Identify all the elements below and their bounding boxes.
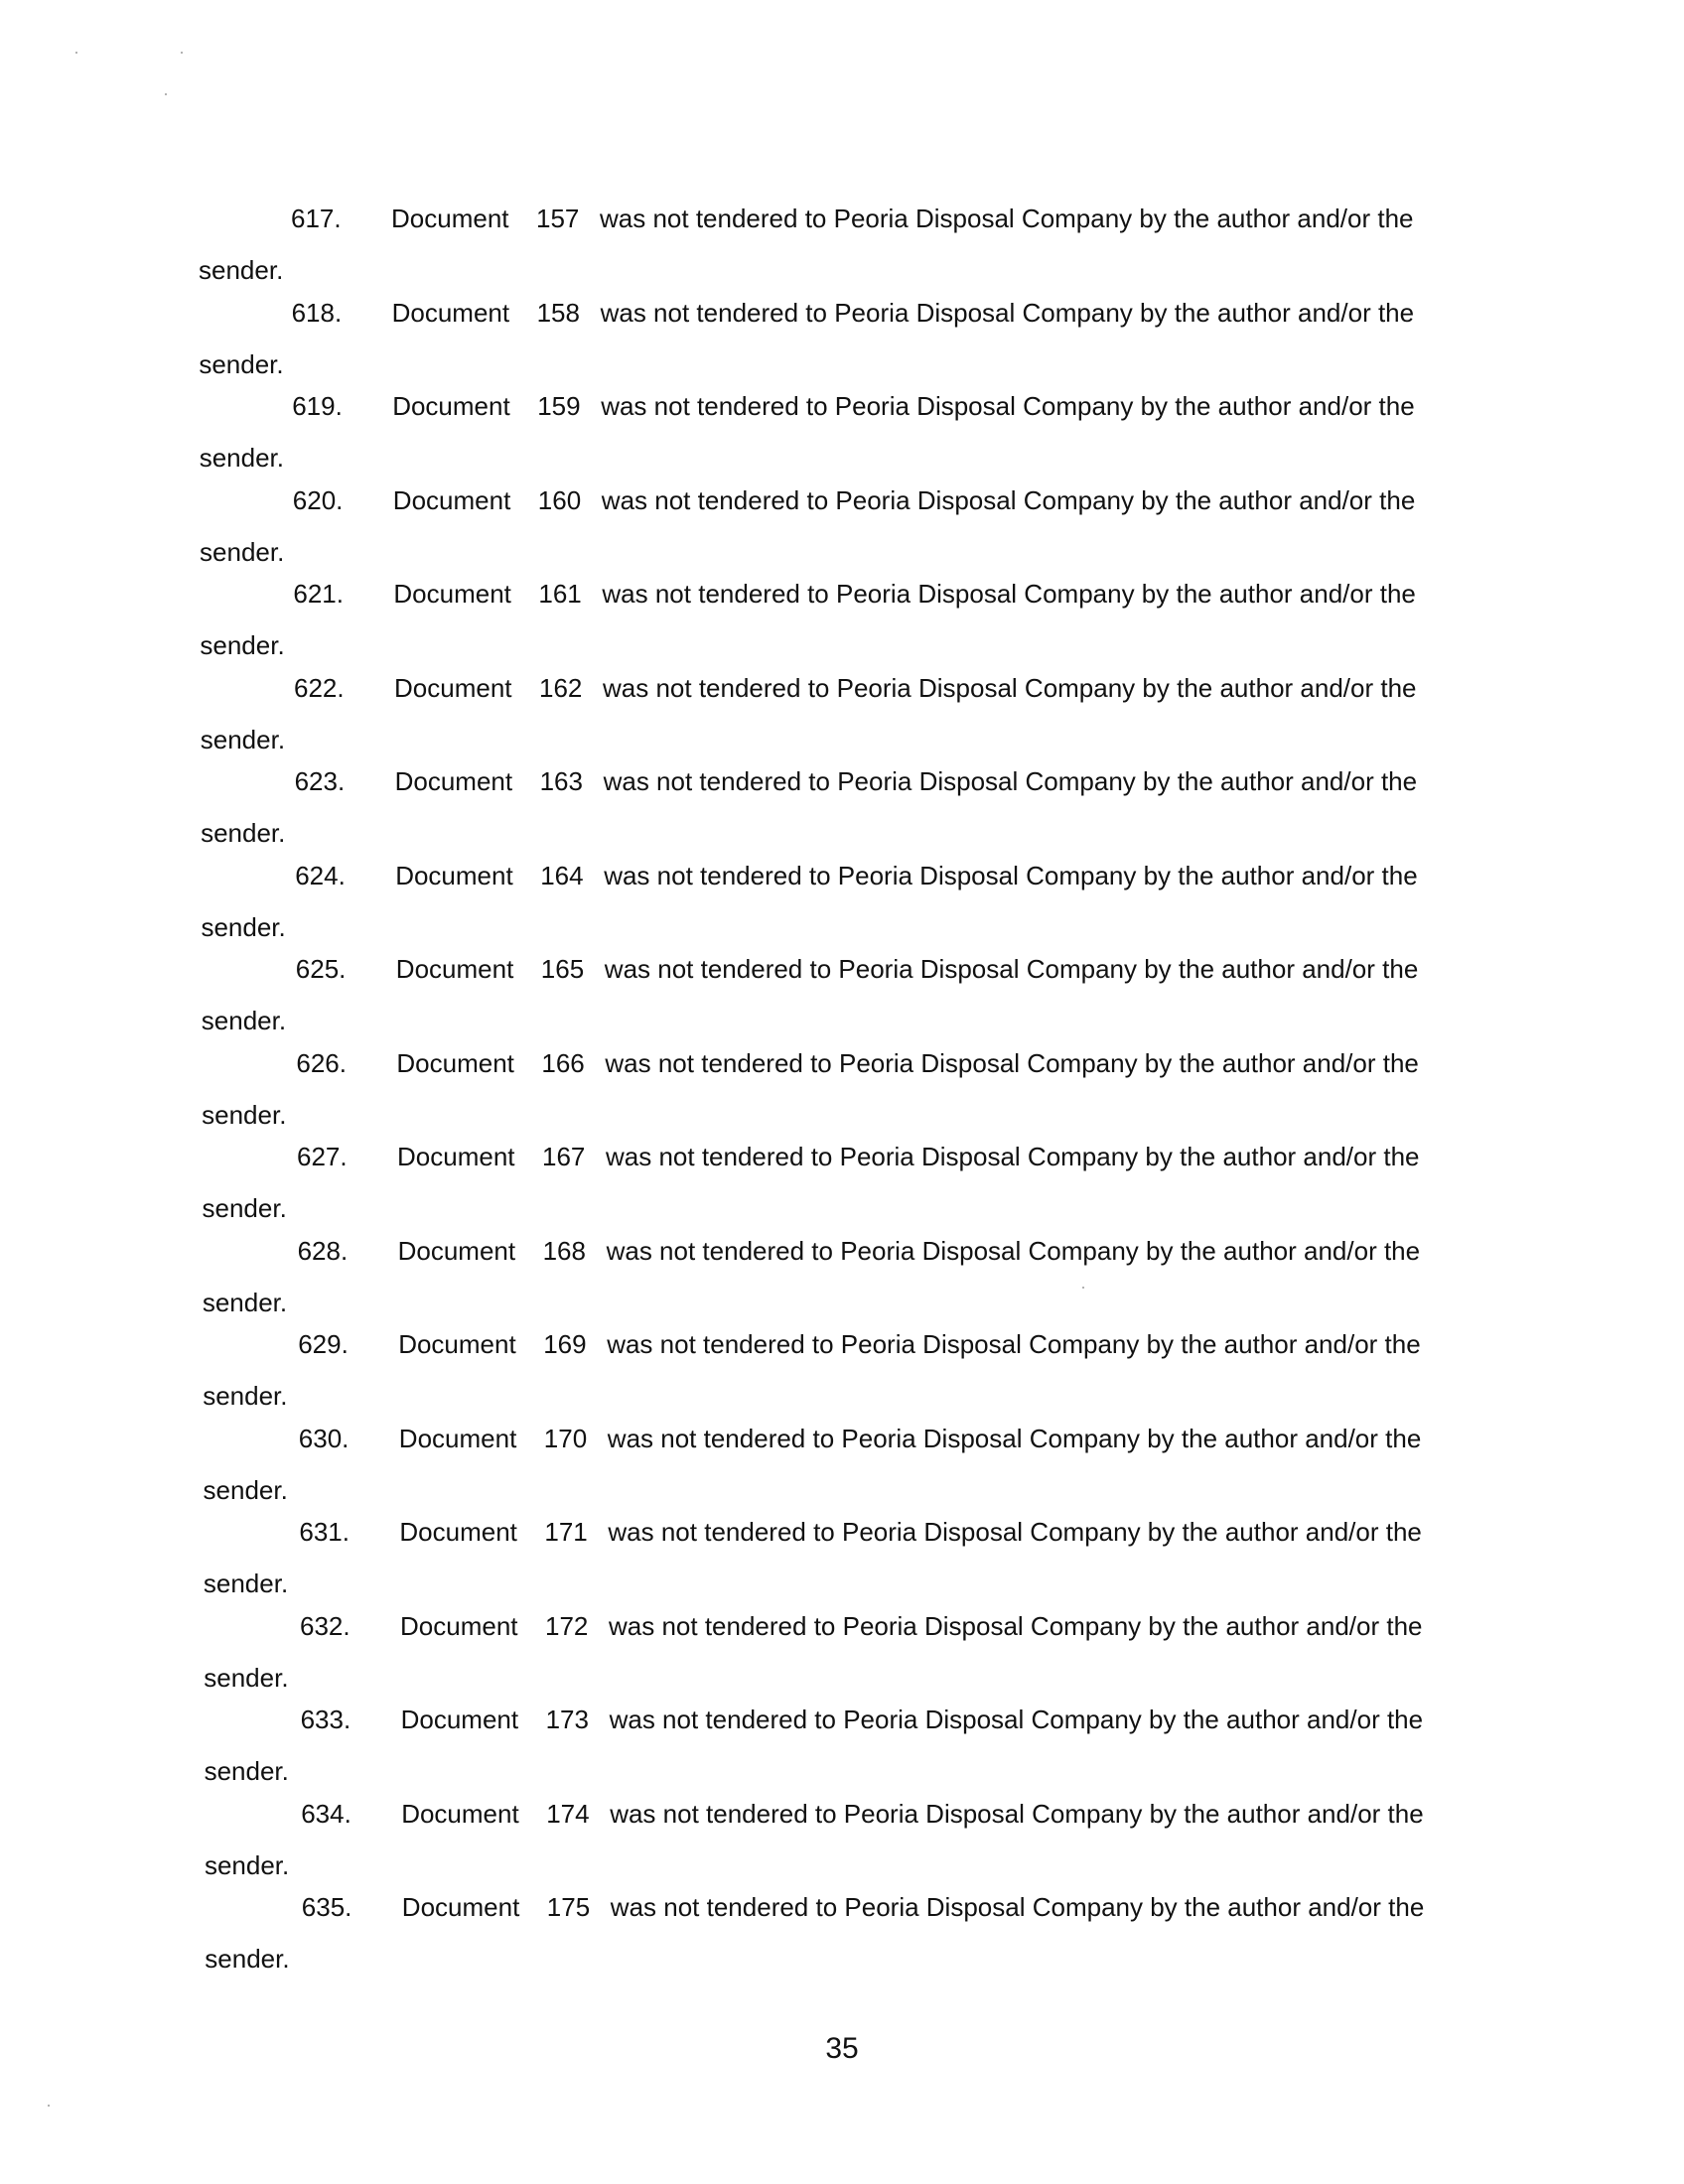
paragraph-first-line: [204, 954, 1494, 986]
document-label: Document: [393, 579, 511, 609]
numbered-paragraph: [199, 1424, 1489, 1518]
paragraph-first-line: [201, 485, 1491, 517]
paragraph-text: was not tendered to Peoria Disposal Company by the author and/or the: [601, 391, 1415, 421]
page-number: 35: [825, 2032, 859, 2065]
paragraph-continuation: sender.: [199, 255, 284, 285]
paragraph-first-line: [200, 391, 1490, 423]
document-number: 167: [542, 1142, 586, 1171]
document-label: Document: [397, 1142, 515, 1171]
paragraph-number: 630.: [298, 1423, 350, 1453]
paragraph-first-line: [208, 1611, 1498, 1643]
document-label: Document: [392, 484, 511, 515]
document-number: 172: [545, 1610, 589, 1641]
numbered-paragraph: [199, 579, 1489, 673]
paragraph-continuation: sender.: [199, 443, 284, 473]
paragraph-first-line: [206, 1329, 1496, 1361]
document-number: 169: [543, 1329, 587, 1359]
paragraph-number: 627.: [297, 1142, 348, 1171]
document-label: Document: [401, 1892, 520, 1922]
numbered-paragraph: [199, 1142, 1489, 1236]
paragraph-first-line: [209, 1799, 1499, 1831]
paragraph-text: was not tendered to Peoria Disposal Company by the author and/or the: [608, 1517, 1422, 1547]
paragraph-number: 634.: [301, 1798, 351, 1829]
numbered-paragraph: [199, 1892, 1489, 1986]
document-number: 166: [541, 1047, 585, 1078]
document-label: Document: [391, 204, 509, 233]
document-label: Document: [399, 1517, 517, 1547]
paragraph-number: 620.: [292, 484, 344, 515]
document-number: 171: [544, 1517, 588, 1547]
paragraph-first-line: [200, 298, 1490, 330]
paragraph-text: was not tendered to Peoria Disposal Company by the author and/or the: [602, 579, 1416, 609]
paragraph-first-line: [201, 579, 1491, 611]
paragraph-number: 621.: [293, 579, 344, 609]
numbered-paragraph: [199, 1048, 1489, 1143]
paragraph-text: was not tendered to Peoria Disposal Company by the author and/or the: [609, 1705, 1424, 1734]
numbered-paragraph: [199, 861, 1489, 955]
numbered-paragraph: [199, 1705, 1489, 1799]
paragraph-number: 629.: [298, 1329, 349, 1359]
paragraph-text: was not tendered to Peoria Disposal Company by the author and/or the: [605, 1047, 1419, 1078]
numbered-paragraph: [199, 391, 1489, 485]
paragraph-continuation: sender.: [203, 1381, 288, 1411]
paragraph-continuation: sender.: [205, 1944, 290, 1974]
numbered-paragraph: [199, 1236, 1489, 1330]
paragraph-number: 622.: [294, 672, 345, 703]
scan-speck: [165, 93, 167, 95]
numbered-paragraph: [199, 1611, 1489, 1706]
document-number: 160: [537, 484, 582, 515]
document-number: 158: [536, 297, 580, 328]
document-label: Document: [397, 1235, 516, 1266]
document-label: Document: [391, 297, 510, 328]
paragraph-text: was not tendered to Peoria Disposal Company by the author and/or the: [607, 1423, 1422, 1453]
paragraph-text: was not tendered to Peoria Disposal Company by the author and/or the: [606, 1142, 1420, 1171]
document-number: 157: [536, 204, 580, 233]
document-label: Document: [400, 1705, 519, 1734]
paragraph-continuation: sender.: [204, 1849, 290, 1880]
paragraph-text: was not tendered to Peoria Disposal Company by the author and/or the: [600, 204, 1414, 233]
document-number: 170: [543, 1423, 588, 1453]
document-number: 168: [542, 1235, 586, 1266]
paragraph-continuation: sender.: [203, 1474, 288, 1505]
document-label: Document: [396, 1047, 514, 1078]
scan-speck: [48, 2105, 50, 2107]
paragraph-continuation: sender.: [200, 536, 285, 567]
scan-speck: [75, 52, 77, 54]
numbered-paragraph: [199, 766, 1489, 861]
document-label: Document: [395, 860, 513, 890]
paragraph-continuation: sender.: [201, 818, 286, 848]
paragraph-text: was not tendered to Peoria Disposal Company by the author and/or the: [603, 672, 1417, 703]
document-number: 165: [540, 954, 585, 984]
paragraph-first-line: [206, 1236, 1496, 1268]
document-number: 164: [540, 860, 584, 890]
paragraph-continuation: sender.: [200, 630, 285, 660]
paragraph-continuation: sender.: [202, 1099, 287, 1130]
document-label: Document: [398, 1423, 517, 1453]
document-number: 173: [545, 1705, 589, 1734]
document-number: 163: [539, 766, 583, 796]
paragraph-number: 635.: [301, 1892, 352, 1922]
paragraph-continuation: sender.: [204, 1756, 289, 1786]
paragraph-first-line: [209, 1705, 1499, 1736]
paragraph-text: was not tendered to Peoria Disposal Company by the author and/or the: [607, 1329, 1421, 1359]
paragraph-first-line: [207, 1517, 1497, 1549]
paragraph-number: 628.: [297, 1235, 349, 1266]
paragraph-continuation: sender.: [203, 1569, 289, 1598]
paragraph-number: 625.: [295, 954, 347, 984]
document-label: Document: [394, 672, 512, 703]
paragraph-first-line: [205, 1142, 1495, 1173]
paragraph-continuation: sender.: [201, 911, 286, 942]
paragraph-number: 633.: [300, 1705, 351, 1734]
paragraph-text: was not tendered to Peoria Disposal Company by the author and/or the: [610, 1892, 1425, 1922]
paragraph-text: was not tendered to Peoria Disposal Company by the author and/or the: [609, 1610, 1423, 1641]
numbered-paragraph: [199, 485, 1489, 580]
document-label: Document: [400, 1610, 518, 1641]
paragraph-number: 631.: [299, 1517, 350, 1547]
paragraph-continuation: sender.: [204, 1662, 289, 1693]
paragraph-continuation: sender.: [202, 1287, 288, 1317]
numbered-paragraph: [199, 673, 1489, 767]
paragraph-first-line: [203, 766, 1493, 798]
paragraph-number: 626.: [296, 1047, 347, 1078]
document-label: Document: [398, 1329, 516, 1359]
paragraph-number: 617.: [291, 204, 342, 233]
document-label: Document: [394, 766, 513, 796]
paragraph-number: 623.: [294, 766, 346, 796]
paragraph-text: was not tendered to Peoria Disposal Company by the author and/or the: [603, 766, 1418, 796]
numbered-paragraph: [199, 1799, 1489, 1893]
paragraph-first-line: [210, 1892, 1500, 1924]
paragraph-list: [199, 204, 1489, 1986]
paragraph-first-line: [207, 1424, 1497, 1455]
paragraph-first-line: [199, 204, 1489, 235]
paragraph-number: 618.: [291, 297, 343, 328]
document-label: Document: [395, 954, 514, 984]
paragraph-first-line: [204, 1048, 1494, 1080]
paragraph-number: 619.: [292, 391, 343, 421]
document-number: 161: [538, 579, 582, 609]
document-number: 162: [539, 672, 583, 703]
document-number: 159: [537, 391, 581, 421]
paragraph-text: was not tendered to Peoria Disposal Company by the author and/or the: [606, 1235, 1421, 1266]
paragraph-first-line: [203, 861, 1493, 892]
scan-speck: [181, 52, 183, 54]
paragraph-text: was not tendered to Peoria Disposal Company by the author and/or the: [604, 860, 1418, 890]
paragraph-text: was not tendered to Peoria Disposal Company by the author and/or the: [601, 484, 1416, 515]
paragraph-first-line: [202, 673, 1492, 705]
paragraph-number: 624.: [295, 860, 346, 890]
paragraph-text: was not tendered to Peoria Disposal Company by the author and/or the: [600, 297, 1415, 328]
numbered-paragraph: [199, 954, 1489, 1048]
paragraph-text: was not tendered to Peoria Disposal Company by the author and/or the: [604, 954, 1419, 984]
numbered-paragraph: [199, 298, 1489, 392]
document-number: 175: [546, 1892, 591, 1922]
document-label: Document: [401, 1798, 519, 1829]
paragraph-continuation: sender.: [201, 1006, 287, 1035]
paragraph-text: was not tendered to Peoria Disposal Company by the author and/or the: [610, 1798, 1424, 1829]
paragraph-continuation: sender.: [199, 348, 284, 379]
numbered-paragraph: [199, 1517, 1489, 1611]
numbered-paragraph: [199, 1329, 1489, 1424]
numbered-paragraph: [199, 204, 1489, 298]
document-label: Document: [392, 391, 510, 421]
paragraph-continuation: sender.: [202, 1193, 287, 1223]
document-number: 174: [546, 1798, 590, 1829]
paragraph-number: 632.: [300, 1610, 351, 1641]
paragraph-continuation: sender.: [200, 724, 286, 754]
